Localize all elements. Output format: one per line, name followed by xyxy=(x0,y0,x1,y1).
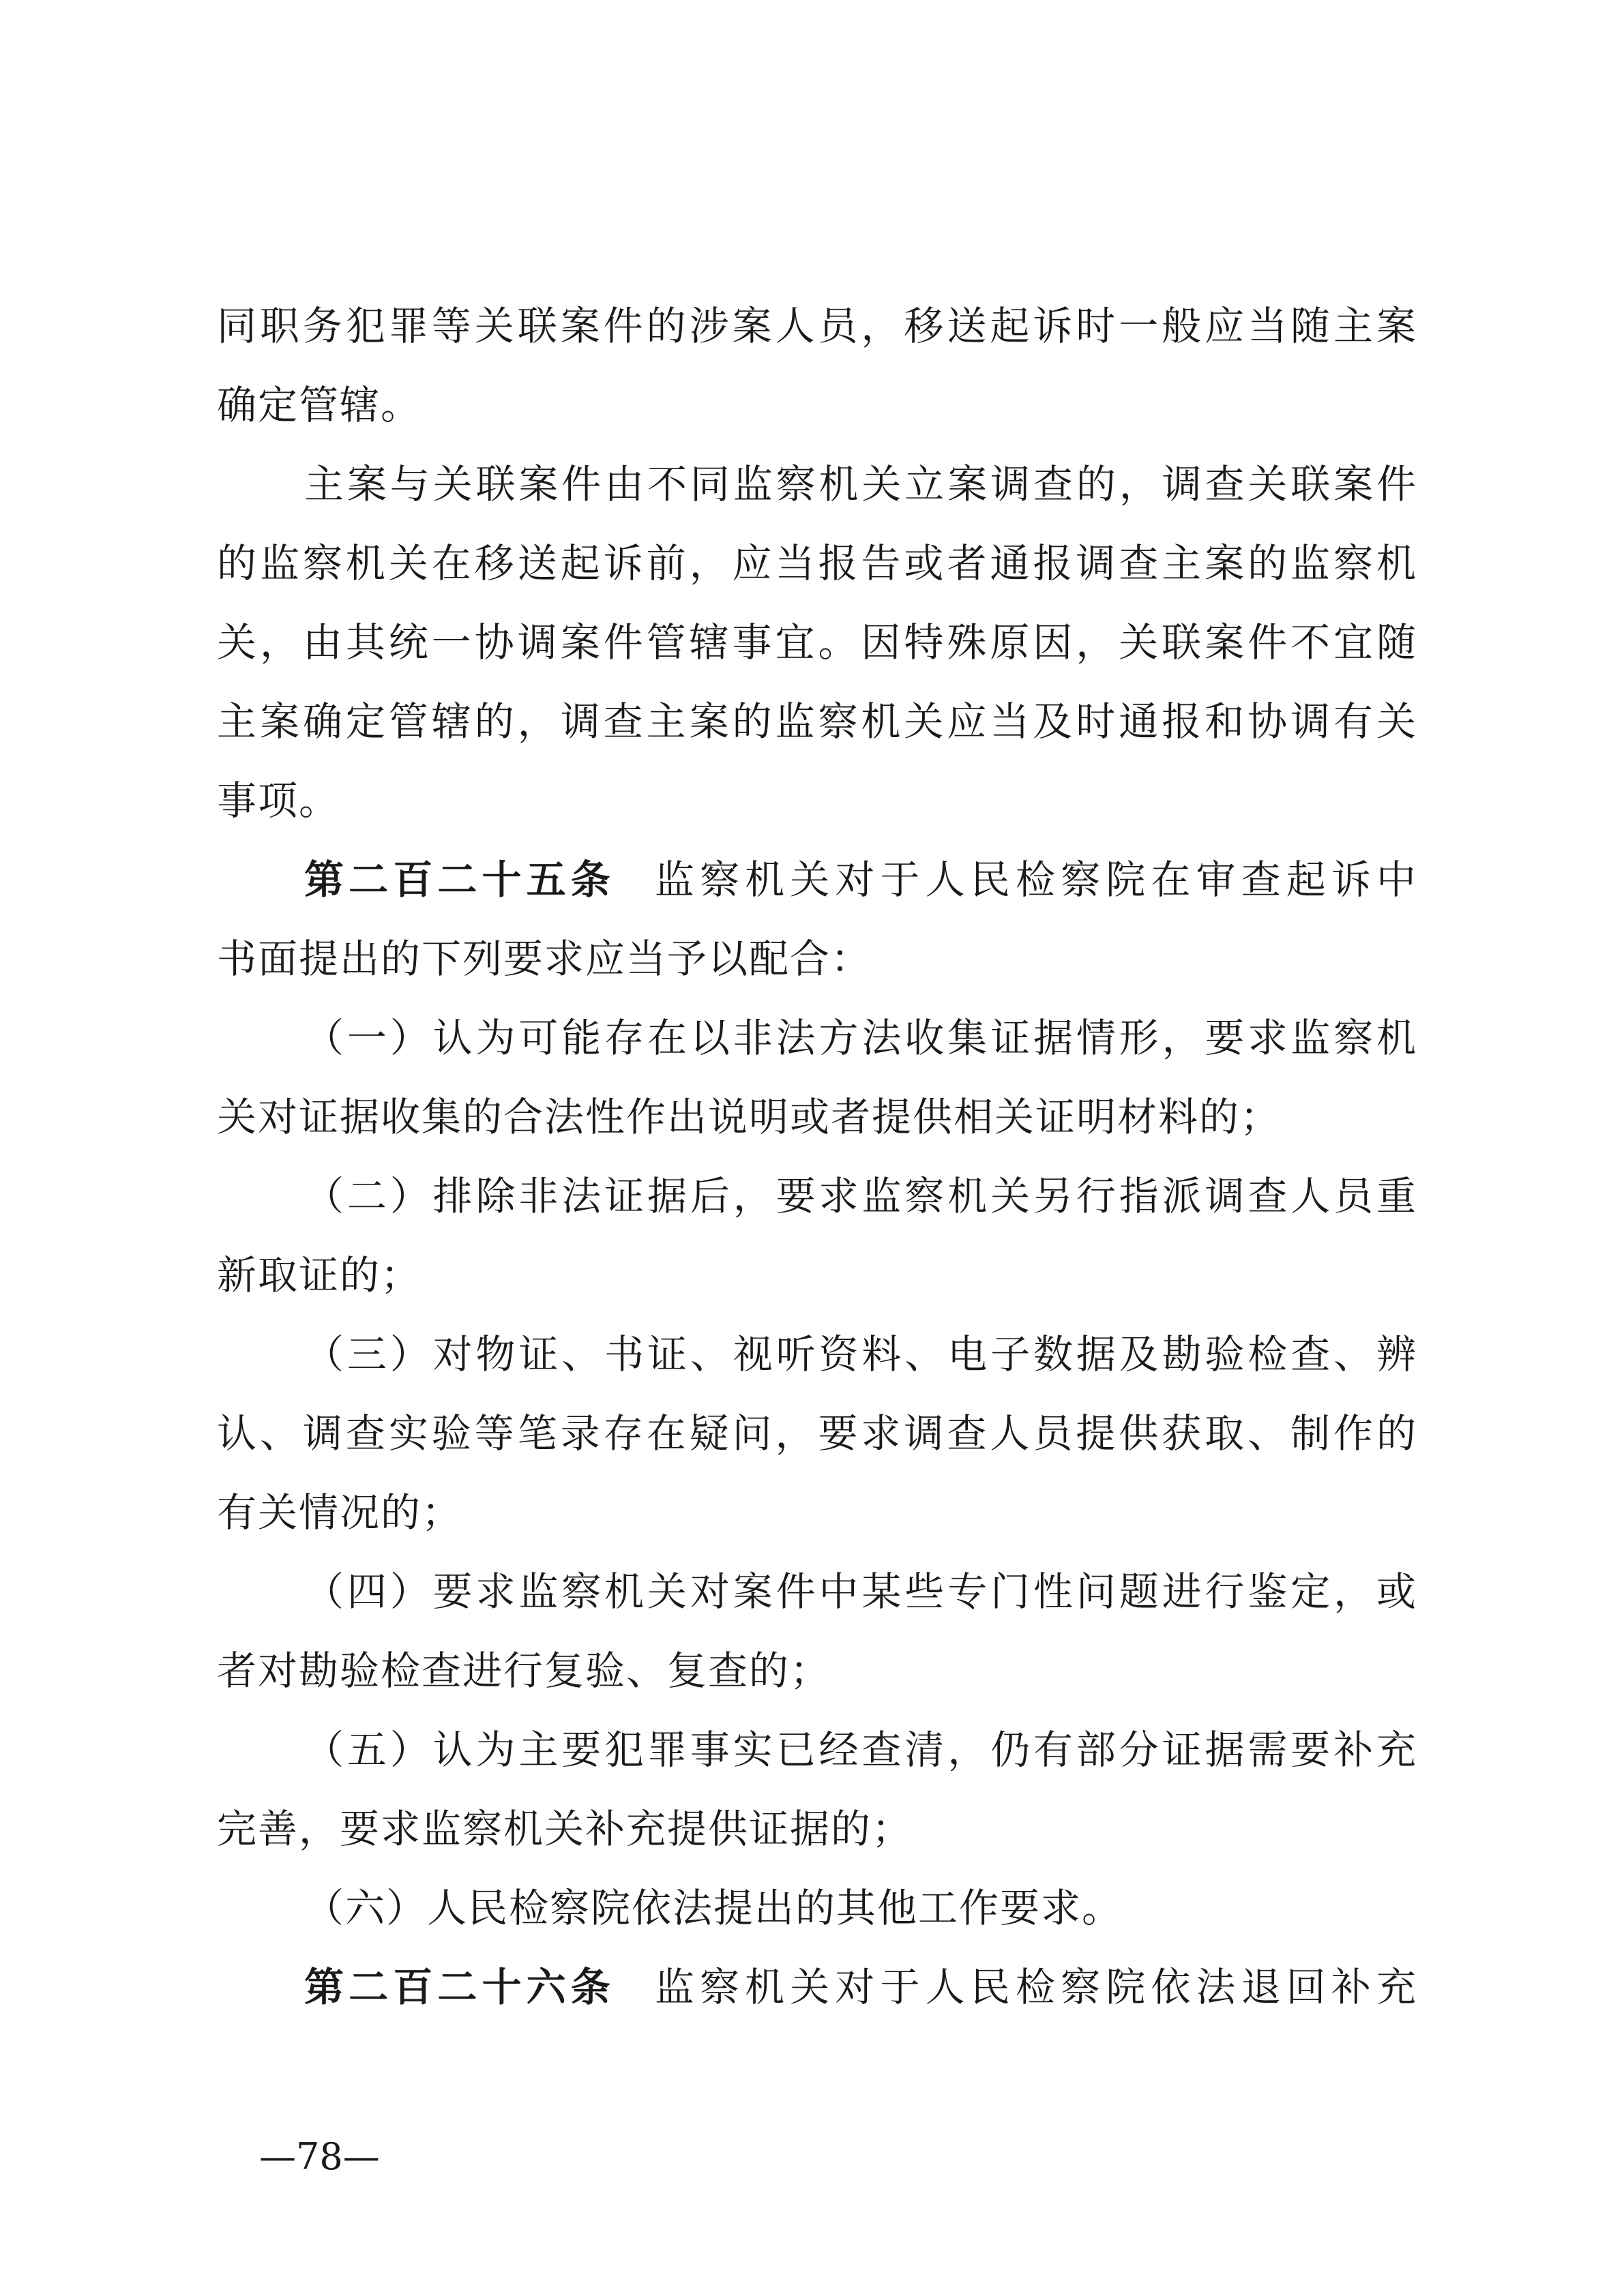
paragraph-2-line-2: 的监察机关在移送起诉前，应当报告或者通报调查主案的监察机 xyxy=(217,540,1417,586)
item-5-line-1: （五）认为主要犯罪事实已经查清，仍有部分证据需要补充 xyxy=(304,1727,1417,1773)
paragraph-1-line-1: 同职务犯罪等关联案件的涉案人员，移送起诉时一般应当随主案 xyxy=(217,303,1417,349)
article-225-text: 监察机关对于人民检察院在审查起诉中 xyxy=(654,856,1417,903)
article-226-line-1 xyxy=(217,1948,1417,2027)
article-226-number: 第二百二十六条 xyxy=(304,1964,615,2010)
item-3-line-1: （三）对物证、书证、视听资料、电子数据及勘验检查、辨 xyxy=(304,1331,1417,1377)
document-body xyxy=(217,286,1417,2027)
article-225-line-1 xyxy=(217,840,1417,919)
item-2-line-1: （二）排除非法证据后，要求监察机关另行指派调查人员重 xyxy=(304,1173,1417,1219)
paragraph-2-line-3: 关，由其统一协调案件管辖事宜。因特殊原因，关联案件不宜随 xyxy=(217,619,1417,666)
paragraph-1-line-2: 确定管辖。 xyxy=(217,382,422,428)
paragraph-2-line-1: 主案与关联案件由不同监察机关立案调查的，调查关联案件 xyxy=(304,461,1417,507)
item-6-line-1: （六）人民检察院依法提出的其他工作要求。 xyxy=(304,1885,1123,1931)
item-1-line-2: 关对证据收集的合法性作出说明或者提供相关证明材料的； xyxy=(217,1094,1282,1140)
page-number: —78— xyxy=(259,2135,380,2178)
paragraph-2-line-5: 事项。 xyxy=(217,777,340,824)
item-3-line-2: 认、调查实验等笔录存在疑问，要求调查人员提供获取、制作的 xyxy=(217,1410,1417,1457)
paragraph-2-line-4: 主案确定管辖的，调查主案的监察机关应当及时通报和协调有关 xyxy=(217,698,1417,745)
article-225-line-2: 书面提出的下列要求应当予以配合： xyxy=(217,936,872,982)
item-5-line-2: 完善，要求监察机关补充提供证据的； xyxy=(217,1806,913,1852)
item-4-line-1: （四）要求监察机关对案件中某些专门性问题进行鉴定，或 xyxy=(304,1568,1417,1615)
item-2-line-2: 新取证的； xyxy=(217,1252,422,1298)
article-225-number: 第二百二十五条 xyxy=(304,856,615,903)
item-4-line-2: 者对勘验检查进行复验、复查的； xyxy=(217,1648,831,1694)
item-3-line-3: 有关情况的； xyxy=(217,1489,463,1536)
item-1-line-1: （一）认为可能存在以非法方法收集证据情形，要求监察机 xyxy=(304,1015,1417,1061)
article-226-text: 监察机关对于人民检察院依法退回补充 xyxy=(654,1964,1417,2010)
